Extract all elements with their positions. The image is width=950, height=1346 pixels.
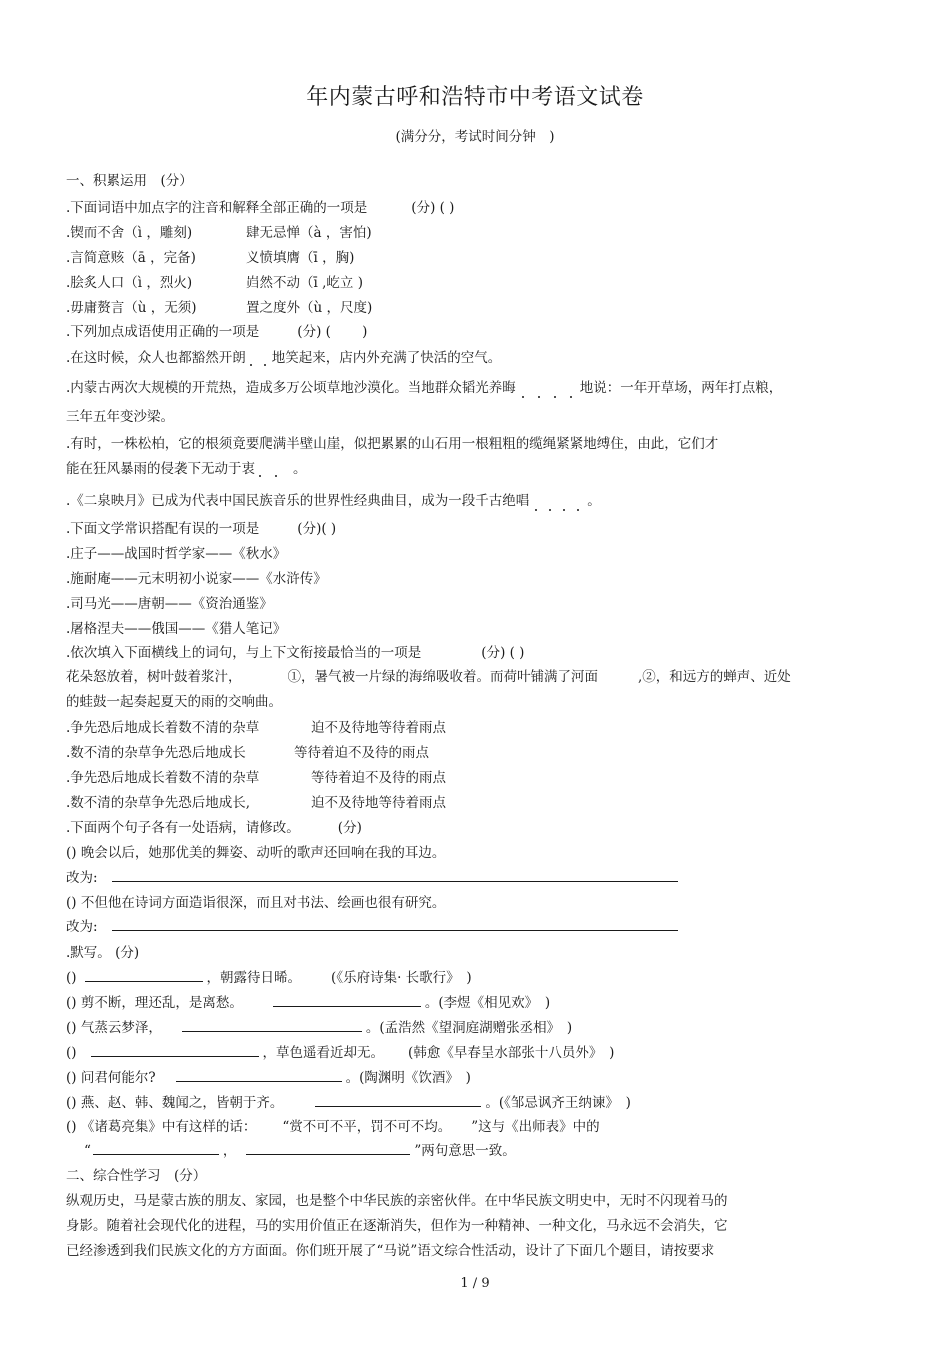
page-subtitle: (满分分，考试时间分钟 ) [395,129,555,145]
passage-line-1: 纵观历史，马是蒙古族的朋友、家园，也是整个中华民族的亲密伙伴。在中华民族文明史中，无时不闪现着马的 [66,1193,728,1209]
dictation-line-7: () 《诸葛亮集》中有这样的话： “赏不可不平，罚不可不均。 ”这与《出师表》中的 [66,1119,600,1135]
dictation-line-5: () 问君何能尔? 。(陶渊明《饮酒》 ) [66,1070,471,1086]
question-4-passage-line-2: 的蛙鼓一起奏起夏天的雨的交响曲。 [66,694,282,710]
page-number: 1 / 9 [460,1276,490,1291]
question-3-option-a: .庄子——战国时哲学家——《秋水》 [66,546,287,562]
question-4-option-c: .争先恐后地成长着数不清的杂草 等待着迫不及待的雨点 [66,770,446,786]
question-4-passage-line-1: 花朵怒放着，树叶鼓着浆汁， ①，暑气被一片绿的海绵吸收着。而荷叶铺满了河面 ,②，和远方的蝉声、近处 [66,669,791,685]
question-2-option-a: .在这时候，众人也都豁然开朗 地笑起来，店内外充满了快活的空气。 [66,350,502,366]
question-3-option-b: .施耐庵——元末明初小说家——《水浒传》 [66,571,327,587]
dictation-line-6: () 燕、赵、韩、魏闻之，皆朝于齐。 。(《邹忌讽齐王纳谏》 ) [66,1095,631,1111]
question-3-option-d: .屠格涅夫——俄国——《猎人笔记》 [66,621,287,637]
question-2-option-c-cont: 能在狂风暴雨的侵袭下无动于衷 。 [66,461,307,477]
dictation-line-2: () 剪不断，理还乱，是离愁。 。(李煜《相见欢》 ) [66,995,551,1011]
question-1-option-d: .毋庸赘言（ù ，无须) 置之度外（ù ，尺度) [66,300,373,316]
section-heading-2: 二、综合性学习 (分） [66,1168,207,1184]
section-heading-1: 一、积累运用 (分） [66,173,193,189]
question-5-fix-2: 改为: [66,918,682,936]
question-1-option-a: .锲而不舍（ì ，雕刻) 肆无忌惮（à ，害怕) [66,225,372,241]
page-title: 年内蒙古呼和浩特市中考语文试卷 [306,85,644,110]
dictation-line-1: () ，朝露待日晞。 (《乐府诗集· 长歌行》 ) [66,970,472,986]
question-1-option-b: .言简意赅（ā ，完备) 义愤填膺（ī ，胸) [66,250,355,266]
question-5-sentence-1: () 晚会以后，她那优美的舞姿、动听的歌声还回响在我的耳边。 [66,845,446,861]
question-4-option-a: .争先恐后地成长着数不清的杂草 迫不及待地等待着雨点 [66,720,446,736]
dictation-line-3: () 气蒸云梦泽， 。(孟浩然《望洞庭湖赠张丞相》 ) [66,1020,573,1036]
question-6-stem: .默写。 (分) [66,945,140,961]
dictation-line-4: () ，草色遥看近却无。 (韩愈《早春呈水部张十八员外》 ) [66,1045,615,1061]
question-5-sentence-2: () 不但他在诗词方面造诣很深，而且对书法、绘画也很有研究。 [66,895,446,911]
question-4-option-b: .数不清的杂草争先恐后地成长 等待着迫不及待的雨点 [66,745,429,761]
question-1-option-c: .脍炙人口（ì ，烈火) 岿然不动（ī ,屹立 ) [66,275,363,291]
question-1-stem: .下面词语中加点字的注音和解释全部正确的一项是 (分) ( ) [66,200,455,216]
question-4-stem: .依次填入下面横线上的词句，与上下文衔接最恰当的一项是 (分) ( ) [66,645,525,661]
question-3-option-c: .司马光——唐朝——《资治通鉴》 [66,596,273,612]
passage-line-3: 已经渗透到我们民族文化的方方面面。你们班开展了“马说”语文综合性活动，设计了下面几个题目，请按要求 [66,1243,715,1259]
dictation-line-8: “ ， ”两句意思一致。 [84,1143,516,1159]
question-4-option-d: .数不清的杂草争先恐后地成长, 迫不及待地等待着雨点 [66,795,446,811]
question-2-option-d: .《二泉映月》已成为代表中国民族音乐的世界性经典曲目，成为一段千古绝唱 。 [66,493,601,509]
question-2-option-b-cont: 三年五年变沙梁。 [66,409,174,425]
passage-line-2: 身影。随着社会现代化的进程，马的实用价值正在逐渐消失，但作为一种精神、一种文化，马永远不会消失，它 [66,1218,728,1234]
question-3-stem: .下面文学常识搭配有误的一项是 (分)( ) [66,521,337,537]
question-2-option-c: .有时，一株松柏，它的根须竟要爬满半壁山崖，似把累累的山石用一根粗粗的缆绳紧紧地缚住，由此，它们才 [66,436,719,452]
question-2-option-b: .内蒙古两次大规模的开荒热，造成多万公顷草地沙漠化。当地群众韬光养晦 地说：一年开草场，两年打点粮， [66,380,783,396]
question-2-stem: .下列加点成语使用正确的一项是 (分) ( ) [66,324,368,340]
question-5-stem: .下面两个句子各有一处语病，请修改。 (分) [66,820,362,836]
question-5-fix-1: 改为: [66,869,682,887]
